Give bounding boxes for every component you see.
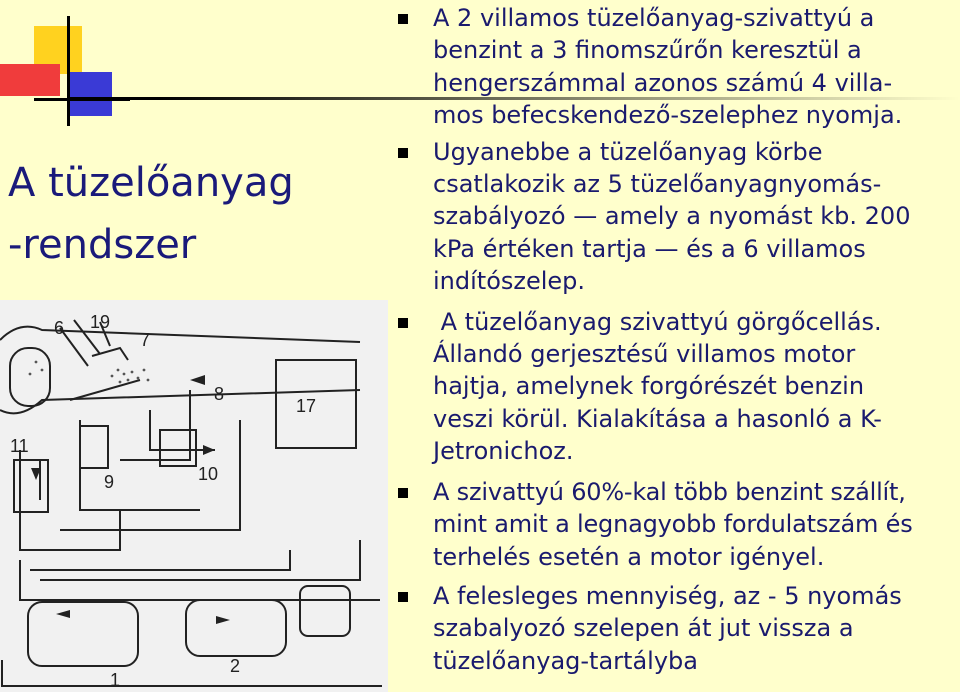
square-bullet-icon — [398, 148, 408, 158]
text-line: benzint a 3 finomszűrőn keresztül a — [433, 36, 862, 65]
label-10: 10 — [198, 464, 219, 484]
bullet-list — [398, 2, 958, 677]
text-line: Jetronichoz. — [433, 437, 574, 466]
text-line: terhelés esetén a motor igényel. — [433, 542, 825, 571]
bullet-item — [398, 476, 958, 573]
text-line: kPa értéken tartja — és a 6 villamos — [433, 234, 866, 263]
text-line: szabalyozó szelepen át jut vissza a — [433, 614, 854, 643]
label-9: 9 — [104, 472, 115, 492]
text-line: veszi körül. Kialakítása a hasonló a K- — [433, 404, 882, 433]
text-line: mint amit a legnagyobb fordulatszám és — [433, 510, 913, 539]
text-line: A 2 villamos tüzelőanyag-szivattyú a — [433, 4, 875, 32]
square-bullet-icon — [398, 592, 408, 602]
bullet-text — [433, 476, 958, 573]
label-19: 19 — [90, 312, 111, 332]
label-6: 6 — [54, 318, 65, 338]
bullet-text — [433, 580, 958, 677]
label-2: 2 — [230, 656, 241, 676]
text-line: A felesleges mennyiség, az - 5 nyomás — [433, 581, 902, 610]
vertical-line — [67, 16, 70, 126]
bullet-item — [398, 136, 958, 298]
corner-decoration — [0, 0, 130, 130]
text-line: mos befecskendező-szelephez nyomja. — [433, 101, 903, 130]
square-bullet-icon — [398, 14, 408, 24]
text-line: tüzelőanyag-tartályba — [433, 646, 698, 675]
text-line: hengerszámmal azonos számú 4 villa- — [433, 68, 893, 97]
text-line: Ugyanebbe a tüzelőanyag körbe — [433, 137, 823, 166]
bullet-text — [433, 306, 958, 468]
title-line-2: -rendszer — [8, 222, 197, 268]
label-1: 1 — [110, 670, 121, 690]
square-bullet-icon — [398, 488, 408, 498]
text-line: csatlakozik az 5 tüzelőanyagnyomás- — [433, 170, 882, 199]
text-line: Állandó gerjesztésű villamos motor — [433, 340, 856, 369]
square-bullet-icon — [398, 318, 408, 328]
label-8: 8 — [214, 384, 225, 404]
label-17: 17 — [296, 396, 317, 416]
label-11: 11 — [10, 436, 29, 456]
title-line-1: A tüzelőanyag — [8, 160, 294, 206]
text-line: hajtja, amelynek forgórészét benzin — [433, 372, 865, 401]
page-title — [8, 152, 378, 276]
text-line: szabályozó — amely a nyomást kb. 200 — [433, 202, 911, 231]
blue-square — [68, 72, 112, 116]
bullet-item — [398, 306, 958, 468]
bullet-text — [433, 136, 958, 298]
bullet-text — [433, 2, 958, 132]
red-square — [0, 64, 60, 96]
text-line: indítószelep. — [433, 267, 586, 296]
bullet-item — [398, 580, 958, 677]
text-line: A tüzelőanyag szivattyú görgőcellás. — [433, 307, 882, 336]
label-7: 7 — [140, 330, 151, 350]
fuel-system-diagram — [0, 300, 388, 692]
text-line: A szivattyú 60%-kal több benzint szállít, — [433, 477, 906, 506]
bullet-item — [398, 2, 958, 132]
